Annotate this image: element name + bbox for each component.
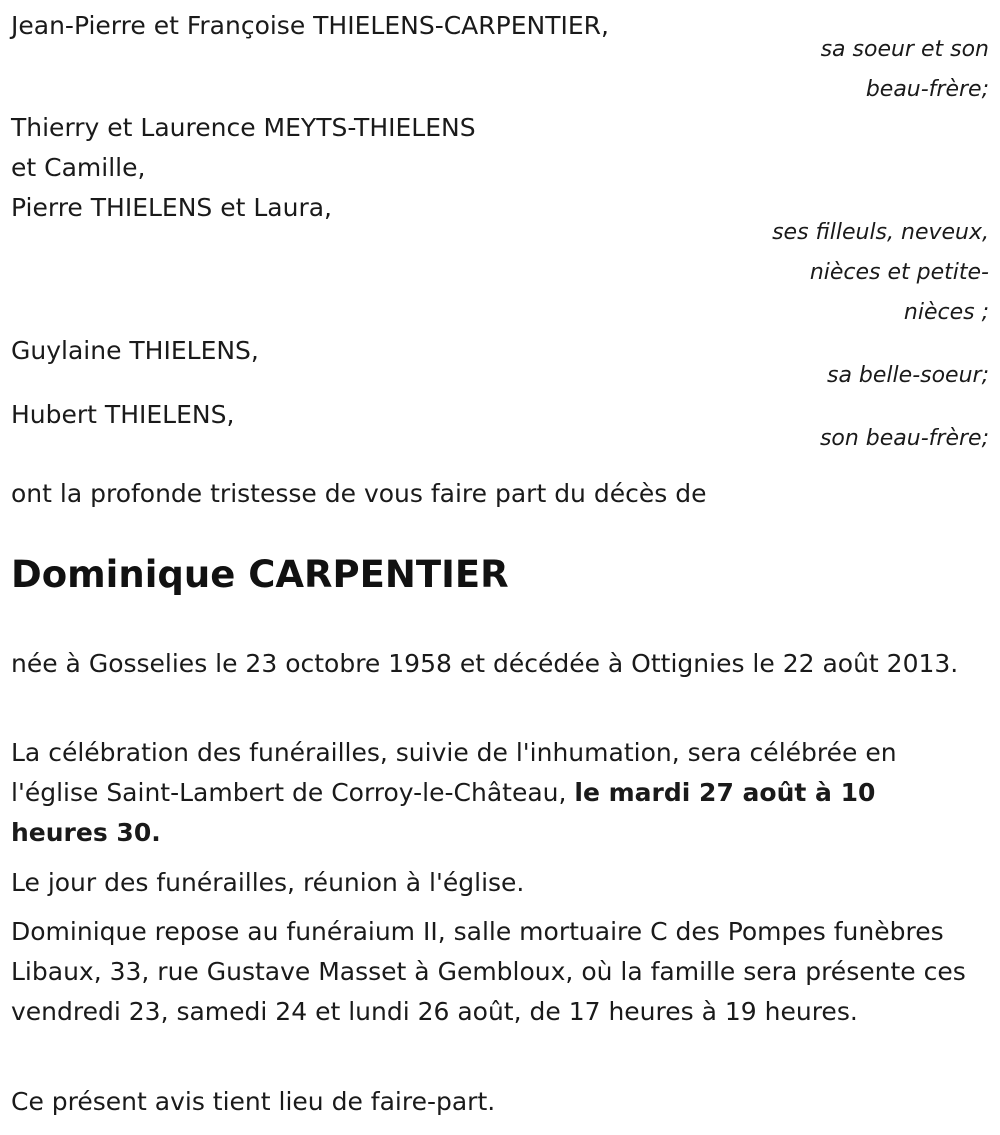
family-name-camille: et Camille,: [11, 153, 146, 182]
family-name-guylaine: Guylaine THIELENS,: [11, 336, 259, 365]
family-name-thielens-carpentier: Jean-Pierre et Françoise THIELENS-CARPENTIER,: [11, 11, 609, 40]
meeting-paragraph: Le jour des funérailles, réunion à l'église.: [11, 868, 525, 897]
relation-sister-in-law: sa belle-soeur;: [827, 363, 989, 388]
deceased-name: Dominique CARPENTIER: [11, 553, 509, 596]
notice-paragraph: Ce présent avis tient lieu de faire-part.: [11, 1087, 496, 1116]
birth-death-paragraph: née à Gosselies le 23 octobre 1958 et décédée à Ottignies le 22 août 2013.: [11, 649, 959, 678]
ceremony-datetime: le mardi 27 août à 10 heures 30.: [11, 778, 876, 847]
relation-sister-brother-in-law: sa soeur et son: [820, 37, 989, 62]
announcement-text: ont la profonde tristesse de vous faire part du décès de: [11, 479, 707, 508]
relation-sister-brother-in-law-cont: beau-frère;: [865, 77, 989, 102]
family-name-meyts-thielens: Thierry et Laurence MEYTS-THIELENS: [11, 113, 476, 142]
ceremony-text: La célébration des funérailles, suivie de l'inhumation, sera célébrée en l'église Saint-Lambert de Corroy-le-Château,: [11, 738, 897, 807]
repose-paragraph: Dominique repose au funéraium II, salle mortuaire C des Pompes funèbres Libaux, 33, rue Gustave Masset à Gembloux, où la famille sera présente ces vendredi 23, samedi 24 et lundi 26 août, de 17 heures à 19 heures.: [11, 917, 966, 1026]
family-name-pierre-thielens: Pierre THIELENS et Laura,: [11, 193, 332, 222]
family-name-hubert: Hubert THIELENS,: [11, 400, 235, 429]
relation-brother-in-law: son beau-frère;: [819, 426, 989, 451]
relation-godchildren: ses filleuls, neveux,: [772, 220, 989, 245]
relation-nieces: nièces et petite-: [809, 260, 989, 285]
relation-nieces-cont: nièces ;: [903, 300, 989, 325]
ceremony-paragraph: [11, 733, 971, 853]
